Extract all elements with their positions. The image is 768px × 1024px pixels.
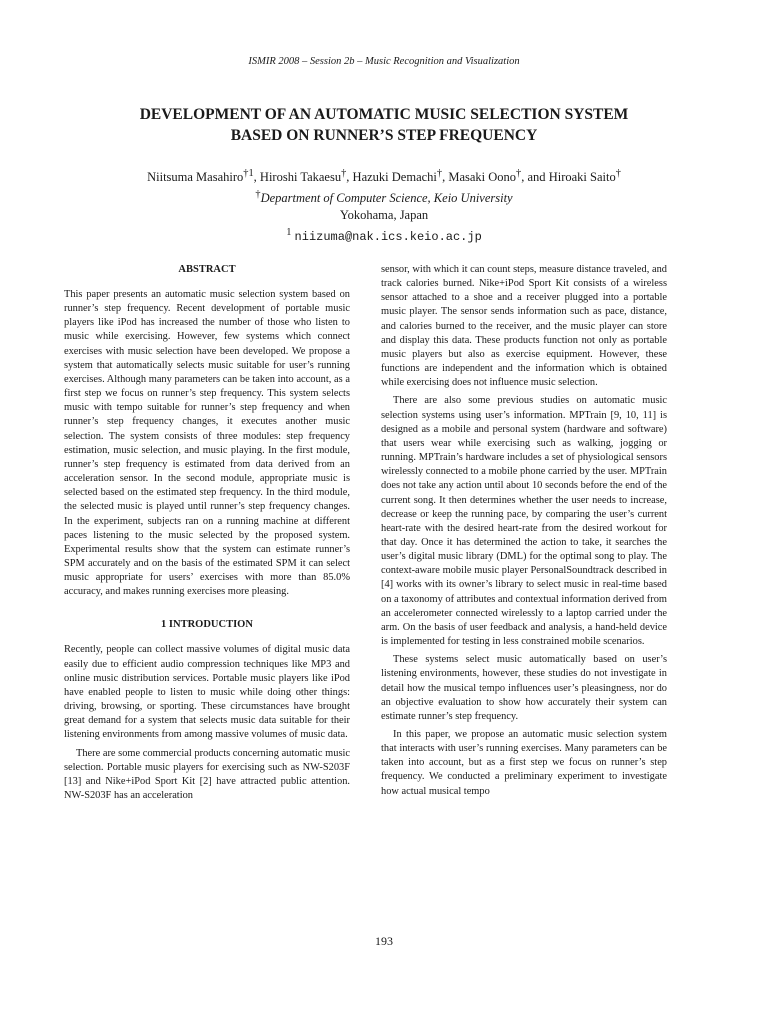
- author-separator: ,: [346, 170, 353, 185]
- intro-paragraph-1: Recently, people can collect massive volumes of digital music data easily due to efficient audio compression techniques like MP3 and online music distribution services. Portable music players like iPod have enabled people to listen to music while doing other things: driving, browsing, or sporting. These circumstances have brought great demand for a system that selects music data suitable for their listening environments from among massive volumes of music data.: [64, 644, 350, 741]
- department-line: [40, 186, 728, 207]
- author-mark: †: [615, 168, 621, 179]
- department-mark: †: [255, 189, 261, 200]
- intro-paragraph-3: There are also some previous studies on automatic music selection systems using user’s information. MPTrain [9, 10, 11] is designed as a mobile and personal system (hardware and software) that users wear while exercising such as walking, jogging or running. MPTrain’s hardware includes a set of physiological sensors wirelessly connected to a mobile phone carried by the user. MPTrain does not take any action until about 10 seconds before the end of the current song. It then determines whether the user needs to increase, decrease or keep the running pace, by comparing the user’s current heart-rate with the desired heart-rate from the desired workout for that day. Once it has determined the action to take, it searches the user’s digital music library (DML) for the optimal song to play. The context-aware mobile music player PersonalSoundtrack described in [4] works with its owner’s library to select music in real-time based on a taxonomy of attributes and contextual information derived from an accelerometer connected wirelessly to a laptop carried under the arm. On the basis of user feedback and analysis, a hand-held device is implemented for testing in less constrained mobile scenarios.: [381, 395, 667, 648]
- page-number: 193: [375, 934, 393, 948]
- email-address: niizuma@nak.ics.keio.ac.jp: [294, 230, 482, 245]
- intro-paragraph-2-continued: sensor, with which it can count steps, measure distance traveled, and track calories burned. Nike+iPod Sport Kit consists of a wireless sensor attached to a shoe and a receiver plugged into a portable music player. The sensor sends information such as pace, distance, and calories burned to the receiver, and the music player can store and display this data. These products function not only as portable music players but also as exercise equipment. However, these functions are independent and the information which is obtained while exercising does not influence music selection.: [381, 264, 667, 389]
- author-name: Niitsuma Masahiro: [147, 170, 244, 185]
- author-name: Hazuki Demachi: [352, 170, 437, 185]
- affiliation-block: [40, 186, 728, 246]
- author-mark: †: [341, 168, 347, 179]
- author-separator: ,: [253, 170, 260, 185]
- intro-paragraph-4: These systems select music automatically based on user’s listening environments, however, these studies do not investigate in detail how the musical tempo influences user’s pleasingness, nor do an objective evaluation to show how accurately their system can estimate runner’s step frequency.: [381, 654, 667, 722]
- author-separator: , and: [521, 170, 549, 185]
- author-mark: †: [516, 168, 522, 179]
- author-list: [40, 165, 728, 186]
- title-line-1: DEVELOPMENT OF AN AUTOMATIC MUSIC SELECTION SYSTEM: [139, 106, 629, 123]
- intro-paragraph-5: In this paper, we propose an automatic music selection system that interacts with user’s running exercises. Many parameters can be taken into account, but as a first step we focus on runner’s step frequency. We conducted a preliminary experiment to investigate how actual musical tempo: [381, 729, 667, 797]
- left-column: [64, 263, 350, 803]
- department: Department of Computer Science, Keio University: [260, 191, 513, 206]
- abstract-heading: ABSTRACT: [178, 264, 236, 275]
- author-name: Hiroaki Saito: [548, 170, 616, 185]
- introduction-heading: 1 INTRODUCTION: [161, 619, 253, 631]
- right-column: [381, 263, 667, 799]
- author-separator: ,: [442, 170, 449, 185]
- paper-title: [60, 104, 708, 146]
- email-line: [40, 224, 728, 246]
- intro-paragraph-2: There are some commercial products concerning automatic music selection. Portable music players for exercising such as NW-S203F [13] and Nike+iPod Sport Kit [2] have attracted public attention. NW-S203F has an acceleration: [64, 747, 350, 801]
- title-line-2: BASED ON RUNNER’S STEP FREQUENCY: [230, 127, 538, 144]
- author-mark: †1: [243, 168, 254, 179]
- running-header: ISMIR 2008 – Session 2b – Music Recognition and Visualization: [248, 56, 520, 67]
- author-mark: †: [436, 168, 443, 179]
- email-mark: 1: [286, 227, 292, 239]
- author-name: Hiroshi Takaesu: [259, 170, 342, 185]
- abstract-text: This paper presents an automatic music selection system based on runner’s step frequency. Recent development of portable music players like iPod has increased the number of those who listen to music while exercising. However, few systems which connect exercises with music selection have been developed. We propose a system that automatically selects music suitable for user’s running exercises. Although many parameters can be taken into account, as a first step we focus on runner’s step frequency. This system selects music with tempo suitable for runner’s step frequency and when runner’s step frequency changes, it executes another music selection. The system consists of three modules: step frequency estimation, music selection, and music playing. In the first module, runner’s step frequency is estimated from data derived from an acceleration sensor. In the second module, appropriate music is selected based on the estimated step frequency. In the third module, the selected music is played until runner’s step frequency changes. In the experiment, subjects ran on a running machine at different paces listening to the music selected by the proposed system. Experimental results show that the system can estimate runner’s SPM accurately and on the basis of the estimated SPM it can select music appropriate for users’ exercises with more than 85.0% accuracy, and makes running exercises more pleasing.: [64, 289, 350, 598]
- location: Yokohama, Japan: [339, 208, 429, 223]
- author-name: Masaki Oono: [448, 170, 517, 185]
